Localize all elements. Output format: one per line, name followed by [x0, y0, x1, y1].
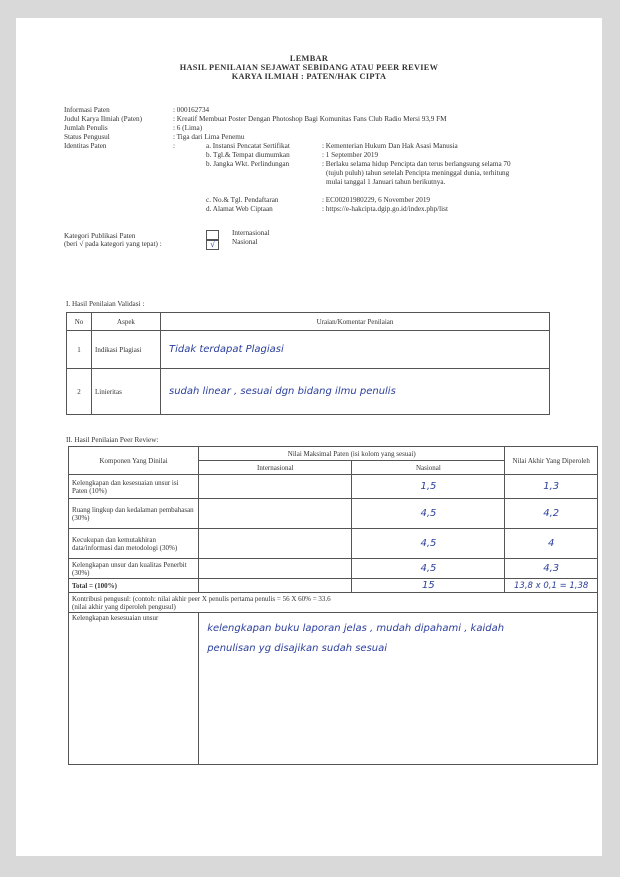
- table-row: [67, 331, 550, 369]
- identitas-value: : EC00201980229, 6 November 2019: [322, 196, 431, 204]
- info-value: : Kreatif Membuat Poster Dengan Photoshop Bagi Komunitas Fans Club Radio Mersi 93,9 FM: [173, 115, 447, 123]
- nasional-option-label: Nasional: [232, 238, 258, 246]
- col-header-aspek: Aspek: [92, 313, 161, 331]
- kategori-label: Kategori Publikasi Paten: [64, 232, 136, 240]
- komentar-label: Kelengkapan kesesuaian unsur: [69, 613, 199, 765]
- nasional-cell: 4,5: [352, 529, 505, 559]
- doc-title-line1: LEMBAR: [289, 54, 329, 63]
- akhir-cell: 4,3: [505, 559, 598, 579]
- identitas-value: (tujuh puluh) tahun setelah Pencipta meninggal dunia, terhitung: [326, 169, 510, 177]
- internasional-option-label: Internasional: [232, 229, 270, 237]
- identitas-value: : Kementerian Hukum Dan Hak Asasi Manusia: [322, 142, 458, 150]
- info-label: Informasi Paten: [64, 106, 110, 114]
- identitas-value: : 1 September 2019: [322, 151, 379, 159]
- row-komentar: Tidak terdapat Plagiasi: [161, 331, 550, 369]
- row-no: 2: [67, 369, 92, 415]
- col-header-no: No: [67, 313, 92, 331]
- table-row: [67, 369, 550, 415]
- total-row: [69, 579, 598, 593]
- info-value: : 6 (Lima): [173, 124, 203, 132]
- col-header-nilai-maks: Nilai Maksimal Paten (isi kolom yang sesuai): [199, 447, 505, 461]
- komentar-row: [69, 613, 598, 765]
- col-header-internasional: Internasional: [199, 461, 352, 475]
- komponen-cell: Ruang lingkup dan kedalaman pembahasan (30%): [69, 499, 199, 529]
- identitas-label: c. No.& Tgl. Pendaftaran: [206, 196, 279, 204]
- info-label: Identitas Paten: [64, 142, 107, 150]
- nasional-checkbox[interactable]: √: [206, 239, 219, 250]
- col-header-nasional: Nasional: [352, 461, 505, 475]
- table-row: [69, 475, 598, 499]
- komentar-line2: penulisan yg disajikan sudah sesuai: [207, 643, 388, 654]
- identitas-value: : Berlaku selama hidup Pencipta dan terus berlangsung selama 70: [322, 160, 511, 168]
- info-label: Judul Karya Ilmiah (Paten): [64, 115, 143, 123]
- nasional-cell: 4,5: [352, 499, 505, 529]
- validasi-heading: I. Hasil Penilaian Validasi :: [66, 300, 145, 308]
- identitas-label: a. Instansi Pencatat Sertifikat: [206, 142, 290, 150]
- col-header-akhir: Nilai Akhir Yang Diperoleh: [505, 447, 598, 475]
- row-no: 1: [67, 331, 92, 369]
- nasional-cell: 1,5: [352, 475, 505, 499]
- doc-title-line2: HASIL PENILAIAN SEJAWAT SEBIDANG ATAU PEER REVIEW: [179, 63, 439, 72]
- komentar-line1: kelengkapan buku laporan jelas , mudah dipahami , kaidah: [207, 623, 505, 634]
- internasional-cell: [199, 559, 352, 579]
- identitas-value: : https://e-hakcipta.dgip.go.id/index.php/list: [322, 205, 448, 213]
- peer-table: [68, 446, 598, 765]
- komponen-cell: Kelengkapan dan kesesuaian unsur isi Paten (10%): [69, 475, 199, 499]
- akhir-cell: 4,2: [505, 499, 598, 529]
- total-nasional: 15: [352, 579, 505, 593]
- internasional-cell: [199, 499, 352, 529]
- internasional-cell: [199, 475, 352, 499]
- identitas-label: d. Alamat Web Ciptaan: [206, 205, 273, 213]
- komponen-cell: Kelengkapan unsur dan kualitas Penerbit (30%): [69, 559, 199, 579]
- identitas-label: b. Tgl.& Tempat diumumkan: [206, 151, 290, 159]
- nasional-cell: 4,5: [352, 559, 505, 579]
- info-value: : 000162734: [173, 106, 210, 114]
- identitas-label: b. Jangka Wkt. Perlindungan: [206, 160, 290, 168]
- col-header-komponen: Komponen Yang Dinilai: [69, 447, 199, 475]
- validasi-table: [66, 312, 550, 415]
- komponen-cell: Kecukupan dan kemutakhiran data/informasi dan metodologi (30%): [69, 529, 199, 559]
- doc-title-line3: KARYA ILMIAH : PATEN/HAK CIPTA: [231, 72, 387, 81]
- row-komentar: sudah linear , sesuai dgn bidang ilmu penulis: [161, 369, 550, 415]
- table-row: [69, 499, 598, 529]
- info-value: : Tiga dari Lima Penemu: [173, 133, 245, 141]
- peer-heading: II. Hasil Penilaian Peer Review:: [66, 436, 159, 444]
- info-label: Status Pengusul: [64, 133, 110, 141]
- total-label: Total = (100%): [69, 579, 199, 593]
- kontribusi-line1: Kontribusi pengusul: (contoh: nilai akhir peer X penulis pertama penulis = 56 X 60% = 33.6: [72, 594, 331, 603]
- table-row: [69, 559, 598, 579]
- kontribusi-row: [69, 593, 598, 613]
- kategori-instruction: (beri √ pada kategori yang tepat) :: [64, 240, 162, 248]
- document-page: [16, 18, 602, 856]
- identitas-value: mulai tanggal 1 Januari tahun berikutnya.: [326, 178, 446, 186]
- akhir-cell: 1,3: [505, 475, 598, 499]
- total-akhir: 13,8 x 0,1 = 1,38: [505, 579, 598, 593]
- row-aspek: Indikasi Plagiasi: [92, 331, 161, 369]
- row-aspek: Linieritas: [92, 369, 161, 415]
- info-value: :: [173, 142, 175, 150]
- akhir-cell: 4: [505, 529, 598, 559]
- internasional-cell: [199, 529, 352, 559]
- kontribusi-line2: (nilai akhir yang diperoleh pengusul): [72, 602, 176, 611]
- table-row: [69, 529, 598, 559]
- info-label: Jumlah Penulis: [64, 124, 108, 132]
- col-header-komentar: Uraian/Komentar Penilaian: [161, 313, 550, 331]
